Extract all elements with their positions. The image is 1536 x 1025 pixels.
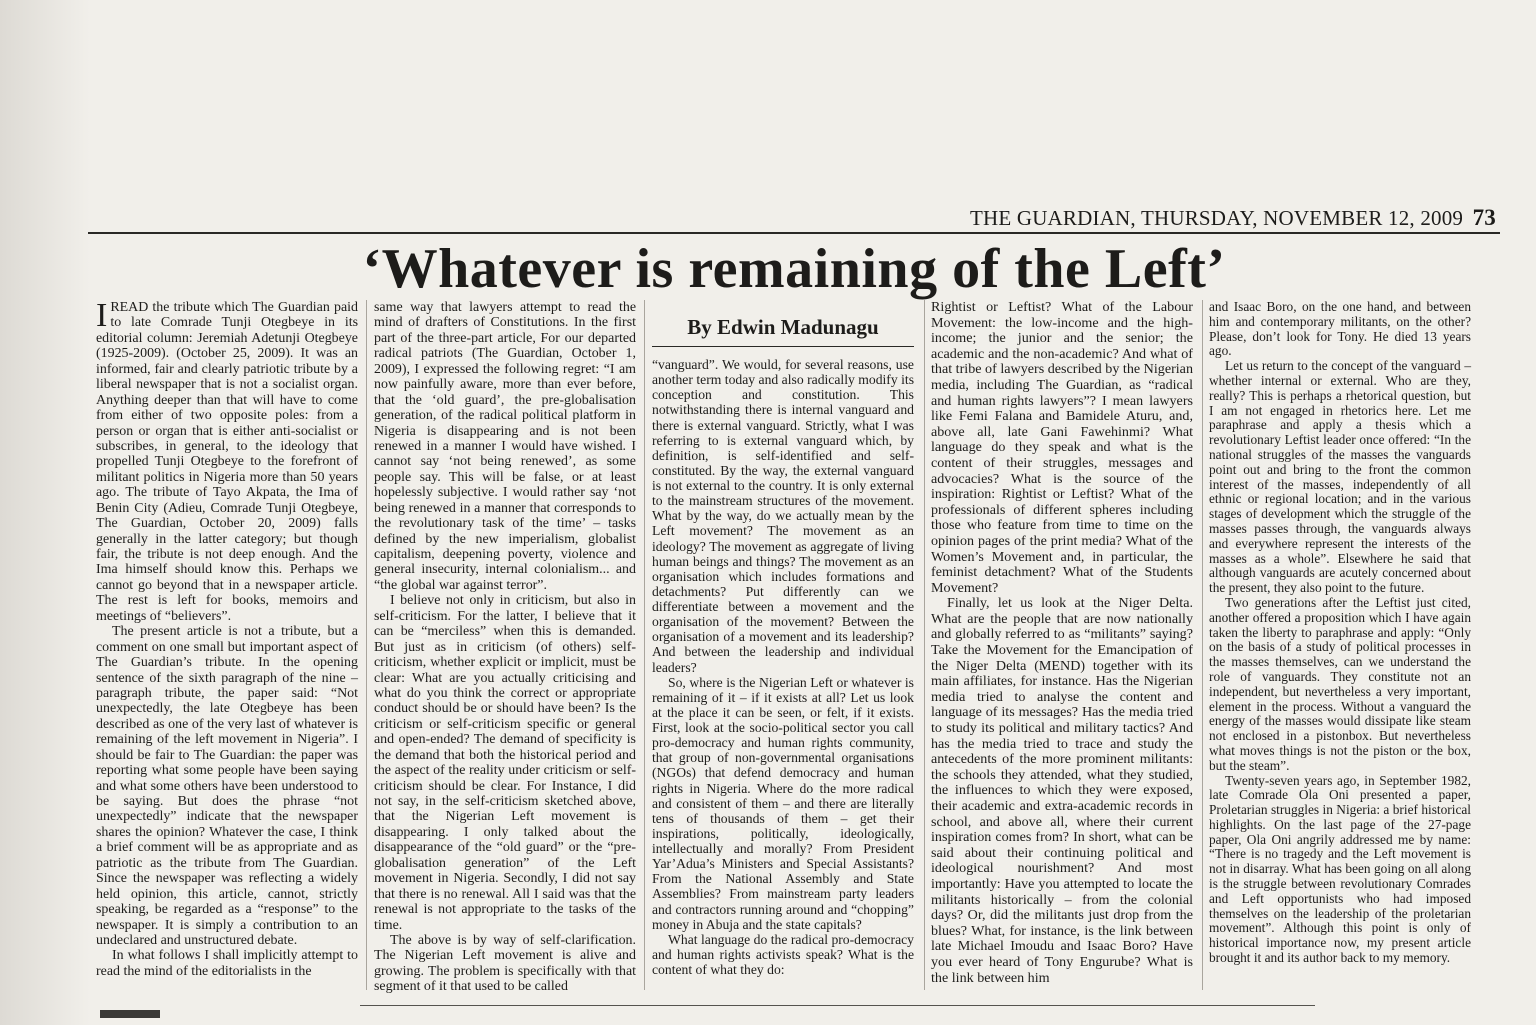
paragraph: Twenty-seven years ago, in September 1982, late Comrade Ola Oni presented a paper, Proletarian struggles in Nigeria: a brief historical highlights. On the last page of the 27-page paper, Ola Oni angrily addressed me by name: “There is no tragedy and the Left movement is not in disarray. What has been going on all along is the struggle between revolutionary Comrades and Left opportunists who had imposed themselves on the leadership of the proletarian movement”. Although this point is only of historical importance now, my present article brought it and its author back to my memory. xyxy=(1209,772,1471,966)
clipped-text-fragment xyxy=(100,1010,160,1018)
paragraph: So, where is the Nigerian Left or whatever is remaining of it – if it exists at all? Let us look at the place it can be seen, or felt, if it exists. First, look at the socio-political sector you call pro-democracy and human rights community, that group of non-governmental organisations (NGOs) that defend democracy and human rights in Nigeria. Where do the more radical and consistent of them – and there are literally tens of thousands of them – get their inspirations, politically, ideologically, intellectually and morally? From President Yar’Adua’s Ministers and Special Assistants? From the National Assembly and State Assemblies? From mainstream party leaders and contractors running around and “chopping” money in Abuja and the state capitals? xyxy=(652,674,914,932)
paragraph: Finally, let us look at the Niger Delta. What are the people that are now nationally and globally referred to as “militants” saying? Take the Movement for the Emancipation of the Niger Delta (MEND) together with its main affiliates, for instance. Has the Nigerian media tried to analyse the content and language of its messages? Has the media tried to study its political and military tactics? And has the media tried to trace and study the antecedents of the more prominent militants: the schools they attended, what they studied, the influences to which they were exposed, their academic and extra-academic records in school, and above all, where their current inspiration comes from? In short, what can be said about their continuing political and ideological nourishment? And most importantly: Have you attempted to locate the militants historically – from the colonial days? Or, did the militants just drop from the blues? What, for instance, is the link between late Michael Imoudu and Isaac Boro? Have you ever heard of Tony Engurube? What is the link between him xyxy=(931,595,1193,986)
column-divider xyxy=(644,300,645,990)
scan-edge-shadow xyxy=(0,0,90,1025)
paragraph: The present article is not a tribute, but a comment on one small but important aspect of The Guardian’s tribute. In the opening sentence of the sixth paragraph of the nine – paragraph tribute, the paper said: “Not unexpectedly, the late Otegbeye has been described as one of the very last of whatever is remaining of the left movement in Nigeria”. I should be fair to The Guardian: the paper was reporting what some people have been saying and what some others have been understood to be saying. But does the phrase “not unexpectedly” indicate that the newspaper shares the opinion? Whatever the case, I think a brief comment will be as appropriate and as patriotic as the tribute from The Guardian. Since the newspaper was reflecting a widely held opinion, this article, cannot, strictly speaking, be regarded as a “response” to the newspaper. It is simply a contribution to an undeclared and unstructured debate. xyxy=(96,624,358,948)
paragraph: The above is by way of self-clarification. The Nigerian Left movement is alive and growing. The problem is specifically with that segment of it that used to be called xyxy=(374,932,636,995)
article-column-4 xyxy=(931,300,1193,986)
drop-cap: I xyxy=(96,297,108,334)
byline: By Edwin Madunagu xyxy=(652,300,914,347)
column-divider xyxy=(1202,300,1203,990)
paragraph: and Isaac Boro, on the one hand, and between him and contemporary militants, on the other? Please, don’t look for Tony. He died 13 years ago. xyxy=(1209,299,1471,359)
paragraph: In what follows I shall implicitly attempt to read the mind of the editorialists in the xyxy=(96,948,358,979)
paragraph-text: READ the tribute which The Guardian paid to late Comrade Tunji Otegbeye in its editorial column: Jeremiah Adetunji Otegbeye (1925-2009). (October 25, 2009). It was an informed, fair and clearly patriotic tribute by a liberal newspaper that is not a socialist organ. Anything deeper than that will have to come from either of two opposite poles: from a person or organ that is either anti-socialist or subscribes, in general, to the ideology that propelled Tunji Otegbeye to the forefront of militant politics in Nigeria more than 50 years ago. The tribute of Tayo Akpata, the Ima of Benin City (Adieu, Comrade Tunji Otegbeye, The Guardian, October 20, 2009) falls generally in the latter category; but though fair, the tribute is not deep enough. And the Ima himself should know this. Perhaps we cannot go beyond that in a newspaper article. The rest is left for books, memoirs and meetings of “believers”. xyxy=(96,300,358,624)
paragraph: I believe not only in criticism, but also in self-criticism. For the latter, I believe that it can be “merciless” when this is demanded. But just as in criticism (of others) self-criticism, whether explicit or implicit, must be clear: What are you actually criticising and what do you think the correct or appropriate conduct should be or should have been? Is the criticism or self-criticism specific or general and open-ended? The demand of specificity is the demand that both the historical period and the aspect of the reality under criticism or self-criticism should be clear. For Instance, I did not say, in the self-criticism sketched above, that the Nigerian Left movement is disappearing. I only talked about the disappearance of the “old guard” or the “pre-globalisation generation” of the Left movement in Nigeria. Secondly, I did not say that there is no renewal. All I said was that the renewal is not appropriate to the tasks of the time. xyxy=(374,593,636,933)
paragraph: Two generations after the Leftist just cited, another offered a proposition which I have again taken the liberty to paraphrase and apply: “Only on the basis of a study of political processes in the masses themselves, can we understand the role of vanguards. They constitute not an independent, but nevertheless a very important, element in the process. Without a vanguard the energy of the masses would dissipate like steam not enclosed in a pistonbox. But nevertheless what moves things is not the piston or the box, but the steam”. xyxy=(1209,594,1471,773)
article-column-2 xyxy=(374,300,636,995)
dateline xyxy=(970,205,1496,231)
article-column-1 xyxy=(96,297,358,979)
column-divider xyxy=(366,300,367,990)
header-rule xyxy=(88,232,1500,234)
paragraph: “vanguard”. We would, for several reasons, use another term today and also radically modify its conception and constitution. This notwithstanding there is internal vanguard and there is external vanguard. Strictly, what I was referring to is external vanguard which, by definition, is self-identified and self-constituted. By the way, the external vanguard is not external to the country. It is only external to the mainstream structures of the movement. What by the way, do we actually mean by the Left movement? The movement as an ideology? The movement as aggregate of living human beings and things? The movement as an organisation which includes formations and detachments? Put differently can we differentiate between a movement and the organisation of the movement? Between the organisation of a movement and its leadership? And between the leadership and individual leaders? xyxy=(652,357,914,675)
column-divider xyxy=(924,300,925,990)
paragraph xyxy=(96,297,358,624)
dateline-text: THE GUARDIAN, THURSDAY, NOVEMBER 12, 2009 xyxy=(969,206,1464,230)
article-column-3 xyxy=(652,300,914,977)
paragraph: What language do the radical pro-democracy and human rights activists speak? What is the content of what they do: xyxy=(652,931,914,977)
footer-rule xyxy=(360,1005,1315,1006)
paragraph: same way that lawyers attempt to read the mind of drafters of Constitutions. In the first part of the three-part article, For our departed radical patriots (The Guardian, October 1, 2009), I expressed the following regret: “I am now painfully aware, more than ever before, that the ‘old guard’, the pre-globalisation generation, of the radical political platform in Nigeria is disappearing and is not been renewed in a manner I would have wished. I cannot say ‘not being renewed’, as some people say. This will be false, or at least hopelessly subjective. I would rather say ‘not being renewed in a manner that corresponds to the revolutionary task of the time’ – tasks defined by the new imperialism, globalist capitalism, deepening poverty, violence and general insecurity, internal colonialism... and “the global war against terror”. xyxy=(374,300,636,593)
article-column-5 xyxy=(1209,300,1471,966)
page-number: 73 xyxy=(1472,205,1496,230)
headline: ‘Whatever is remaining of the Left’ xyxy=(362,238,1226,300)
paragraph: Rightist or Leftist? What of the Labour Movement: the low-income and the high-income; the junior and the senior; the academic and the non-academic? And what of that tribe of lawyers described by the Nigerian media, including The Guardian, as “radical and human rights lawyers”? I mean lawyers like Femi Falana and Bamidele Aturu, and, above all, late Gani Fawehinmi? What language do they speak and what is the content of their struggles, messages and advocacies? What is the source of the inspiration: Rightist or Leftist? What of the professionals of different spheres including those who feature from time to time on the opinion pages of the print media? What of the Women’s Movement and, in particular, the feminist detachment? What of the Students Movement? xyxy=(931,299,1193,596)
paragraph: Let us return to the concept of the vanguard – whether internal or external. Who are they, really? This is perhaps a rhetorical question, but I am not engaged in rhetorics here. Let me paraphrase and apply a thesis which a revolutionary Leftist leader once offered: “In the national struggles of the masses the vanguards point out and bring to the front the common interest of the masses, independently of all ethnic or regional location; and in the various stages of development which the struggle of the masses passes through, the vanguards always and everywhere represent the interests of the masses as a whole”. Elsewhere he said that although vanguards are acutely concerned about the present, they also point to the future. xyxy=(1209,358,1471,596)
